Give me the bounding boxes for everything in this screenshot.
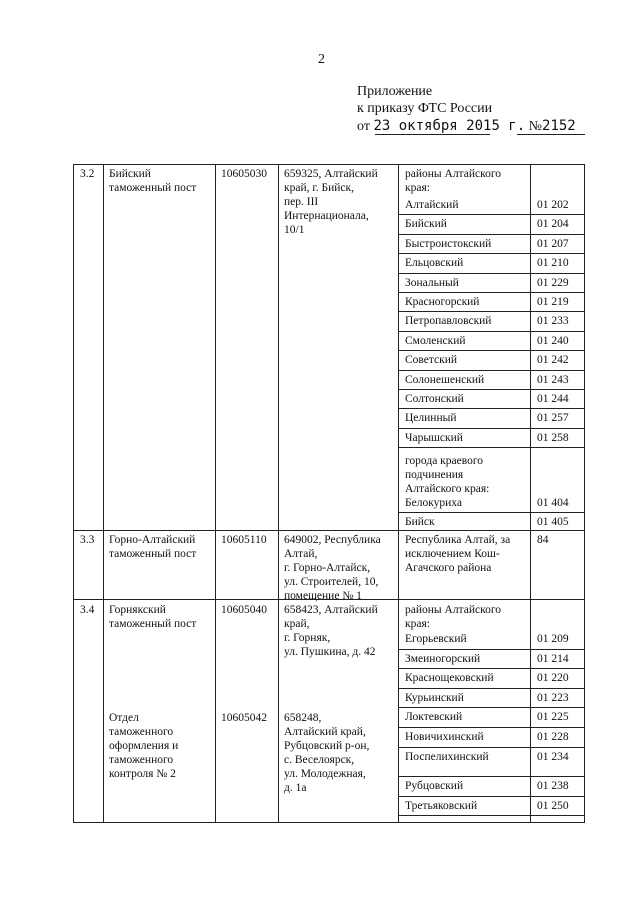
area-name: Егорьевский: [405, 633, 467, 645]
area-name: Змеиногорский: [405, 652, 481, 665]
area-code: 01 240: [537, 334, 569, 347]
area-code: 01 210: [537, 257, 569, 270]
area-code: 01 257: [537, 412, 569, 425]
area-name: Курьинский: [405, 691, 464, 704]
area-divider: [398, 370, 584, 371]
row-number: 3.2: [80, 168, 95, 180]
area-name: Поспелихинский: [405, 750, 489, 763]
area-divider: [398, 688, 584, 689]
area-name: Локтевский: [405, 711, 463, 724]
area-code: 01 202: [537, 199, 569, 211]
areas-title: районы Алтайского края:: [405, 168, 502, 194]
area-name: Петропавловский: [405, 315, 492, 328]
area-code: 01 207: [537, 237, 569, 250]
area-name: Рубцовский: [405, 780, 464, 793]
area-code: 01 238: [537, 780, 569, 793]
area-name: Солонешенский: [405, 373, 485, 386]
number-sign: №: [528, 119, 543, 134]
area-code: 01 214: [537, 652, 569, 665]
area-code: 01 219: [537, 296, 569, 308]
page-number: 2: [318, 52, 325, 67]
date-underline: [375, 134, 490, 135]
post-name: Горно-Алтайский таможенный пост: [109, 534, 197, 560]
area-divider: [398, 253, 584, 254]
area-name: Бийский: [405, 218, 447, 231]
area-name: Третьяковский: [405, 799, 478, 812]
post-name: Бийский таможенный пост: [109, 168, 197, 194]
cities-title: города краевого подчинения Алтайского края:: [405, 455, 490, 495]
area-divider: [398, 408, 584, 409]
area-name: Бийск: [405, 516, 435, 528]
area-name: Быстроистокский: [405, 237, 492, 250]
area-divider: [398, 707, 584, 708]
area-name: Советский: [405, 354, 458, 367]
area-name: Зональный: [405, 276, 459, 289]
area-divider: [398, 649, 584, 650]
area-code: 01 405: [537, 516, 569, 528]
post-code: 10605110: [221, 534, 267, 546]
order-number: 2152: [542, 118, 576, 134]
post-name: Горнякский таможенный пост: [109, 604, 197, 630]
area-code: 01 234: [537, 750, 569, 763]
area-code: 01 244: [537, 393, 569, 405]
area-divider: [398, 428, 584, 429]
area-divider: [398, 311, 584, 312]
area-divider: [398, 292, 584, 293]
area-divider: [398, 668, 584, 669]
area-divider: [398, 776, 584, 777]
post-address: 659325, Алтайский край, г. Бийск, пер. III Интернационала, 10/1: [284, 168, 378, 236]
area-code: 01 258: [537, 431, 569, 444]
sub-unit-code: 10605042: [221, 712, 267, 724]
area-code: 01 225: [537, 711, 569, 724]
order-date-line: [357, 118, 576, 135]
area-name: Белокуриха: [405, 497, 462, 509]
from-label: от: [357, 119, 370, 134]
area-name: Смоленский: [405, 334, 466, 347]
area-divider: [398, 747, 584, 748]
area-divider: [398, 727, 584, 728]
area-code: 01 229: [537, 276, 569, 289]
area-name: Ельцовский: [405, 257, 464, 270]
area-code: 01 220: [537, 672, 569, 685]
row-number: 3.3: [80, 534, 95, 546]
post-code: 10605040: [221, 604, 267, 616]
area-divider: [398, 796, 584, 797]
area-code: 01 204: [537, 218, 569, 231]
sub-unit-address: 658248, Алтайский край, Рубцовский р-он, с. Веселоярск, ул. Молодежная, д. 1а: [284, 712, 370, 794]
area-code: 01 209: [537, 633, 569, 645]
area-name: Чарышский: [405, 431, 463, 444]
area-code: 01 250: [537, 799, 569, 812]
area-code: 01 242: [537, 354, 569, 367]
number-underline: [517, 134, 585, 135]
area-divider: [398, 815, 584, 816]
area-name: Новичихинский: [405, 731, 484, 743]
area-name: Краснощековский: [405, 672, 494, 685]
sub-unit-name: Отдел таможенного оформления и таможенного контроля № 2: [109, 712, 179, 780]
area-divider: [398, 214, 584, 215]
area-divider: [398, 234, 584, 235]
area-divider: [398, 331, 584, 332]
area-divider: [398, 273, 584, 274]
area-divider: [398, 512, 584, 513]
area-code: 01 223: [537, 691, 569, 704]
area-name: Алтайский: [405, 199, 459, 211]
area-divider: [398, 447, 584, 448]
post-address: 658423, Алтайский край, г. Горняк, ул. Пушкина, д. 42: [284, 604, 378, 658]
area-code: 01 243: [537, 373, 569, 386]
area-code: 84: [537, 534, 549, 546]
area-code: 01 404: [537, 497, 569, 509]
row-number: 3.4: [80, 604, 95, 616]
area-name: Красногорский: [405, 296, 480, 308]
areas-title: районы Алтайского края:: [405, 604, 502, 630]
order-reference: к приказу ФТС России: [357, 101, 493, 116]
post-address: 649002, Республика Алтай, г. Горно-Алтайск, ул. Строителей, 10, помещение № 1: [284, 534, 381, 602]
area-description: Республика Алтай, за исключением Кош- Агачского района: [405, 534, 511, 574]
area-code: 01 233: [537, 315, 569, 328]
area-name: Целинный: [405, 412, 457, 425]
post-code: 10605030: [221, 168, 267, 180]
appendix-title: Приложение: [357, 84, 433, 99]
area-name: Солтонский: [405, 393, 464, 405]
area-divider: [398, 389, 584, 390]
area-code: 01 228: [537, 731, 569, 743]
area-divider: [398, 350, 584, 351]
order-date: 23 октября 2015 г.: [373, 118, 526, 134]
